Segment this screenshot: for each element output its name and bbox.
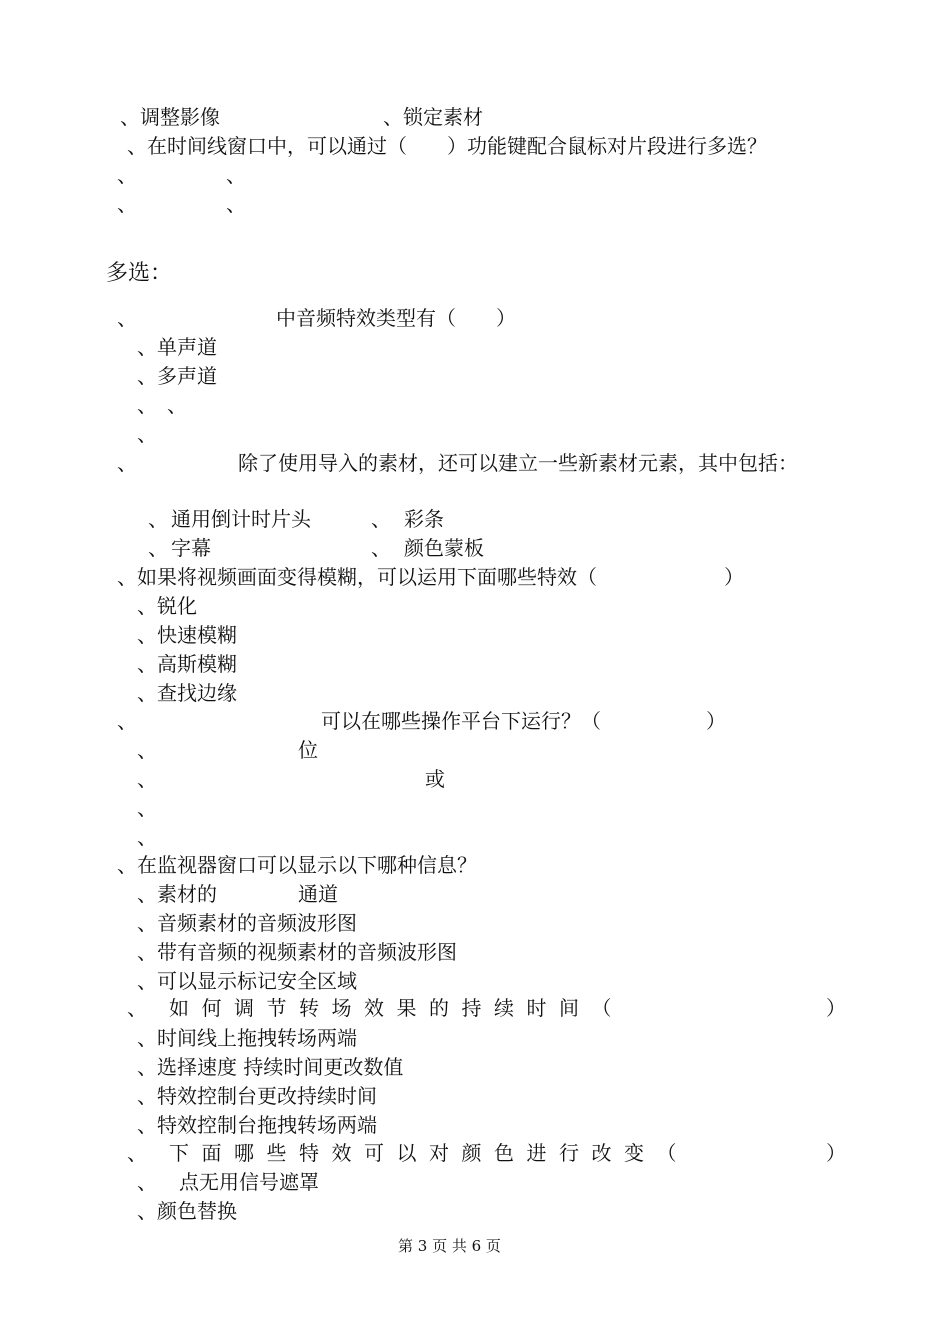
answer-option: 、快速模糊 <box>137 623 237 647</box>
answer-option: 、高斯模糊 <box>137 652 237 676</box>
question-number: 、 <box>117 709 137 733</box>
answer-option: 、 <box>117 192 137 216</box>
answer-option: 、 <box>226 192 246 216</box>
answer-option: 、 <box>371 507 391 531</box>
question-text: 如何调节转场效果的持续时间（ <box>169 996 624 1020</box>
answer-option: 位 <box>298 738 318 762</box>
question-text: ） <box>706 709 726 733</box>
question-text: 、在监视器窗口可以显示以下哪种信息？ <box>117 853 477 877</box>
answer-option: 、时间线上拖拽转场两端 <box>137 1026 357 1050</box>
answer-option: 、 <box>226 163 246 187</box>
answer-option: 、 、 <box>137 393 187 417</box>
answer-option: 颜色蒙板 <box>404 536 484 560</box>
answer-option: 、查找边缘 <box>137 681 237 705</box>
question-number: 、 <box>127 1141 147 1165</box>
question-text: 中音频特效类型有（ ） <box>276 306 516 330</box>
answer-option: 通用倒计时片头 <box>171 507 311 531</box>
answer-option: 、音频素材的音频波形图 <box>137 911 357 935</box>
answer-option: 、 <box>137 796 157 820</box>
answer-option: 、特效控制台拖拽转场两端 <box>137 1113 377 1137</box>
answer-option: 彩条 <box>404 507 444 531</box>
answer-option: 、锐化 <box>137 594 197 618</box>
page-footer: 第 3 页 共 6 页 <box>398 1237 501 1255</box>
answer-option: 、 <box>137 1170 157 1194</box>
question-text: 下面哪些特效可以对颜色进行改变（ <box>169 1141 689 1165</box>
question-number: 、 <box>117 451 137 475</box>
question-text: ） <box>826 1141 846 1165</box>
question-number: 、 <box>127 996 147 1020</box>
answer-option: 、特效控制台更改持续时间 <box>137 1084 377 1108</box>
answer-option: 点无用信号遮罩 <box>179 1170 319 1194</box>
answer-option: 、 <box>137 738 157 762</box>
answer-option: 、多声道 <box>137 364 217 388</box>
answer-option: 、调整影像 <box>120 105 220 129</box>
answer-option: 、 <box>371 536 391 560</box>
section-heading-multiple-choice: 多选： <box>106 261 173 286</box>
question-text: 可以在哪些操作平台下运行？（ <box>321 709 601 733</box>
question-text: 、如果将视频画面变得模糊，可以运用下面哪些特效（ <box>117 565 597 589</box>
answer-option: 、 <box>117 163 137 187</box>
answer-option: 、选择速度 持续时间更改数值 <box>137 1055 404 1079</box>
answer-option: 、 <box>137 767 157 791</box>
answer-option: 、 <box>137 422 157 446</box>
answer-option: 、 <box>148 536 168 560</box>
answer-option: 、 <box>148 507 168 531</box>
question-text: 、在时间线窗口中，可以通过（ ）功能键配合鼠标对片段进行多选？ <box>127 134 767 158</box>
answer-option: 、 <box>137 825 157 849</box>
answer-option: 、锁定素材 <box>383 105 483 129</box>
answer-option: 、颜色替换 <box>137 1199 237 1223</box>
answer-option: 通道 <box>298 882 338 906</box>
question-text: ） <box>724 565 744 589</box>
answer-option: 、带有音频的视频素材的音频波形图 <box>137 940 457 964</box>
question-text: ） <box>826 996 846 1020</box>
answer-option: 字幕 <box>171 536 211 560</box>
answer-option: 或 <box>425 767 445 791</box>
question-text: 除了使用导入的素材，还可以建立一些新素材元素，其中包括： <box>238 451 798 475</box>
question-number: 、 <box>117 306 137 330</box>
answer-option: 、素材的 <box>137 882 217 906</box>
answer-option: 、单声道 <box>137 335 217 359</box>
answer-option: 、可以显示标记安全区域 <box>137 969 357 993</box>
